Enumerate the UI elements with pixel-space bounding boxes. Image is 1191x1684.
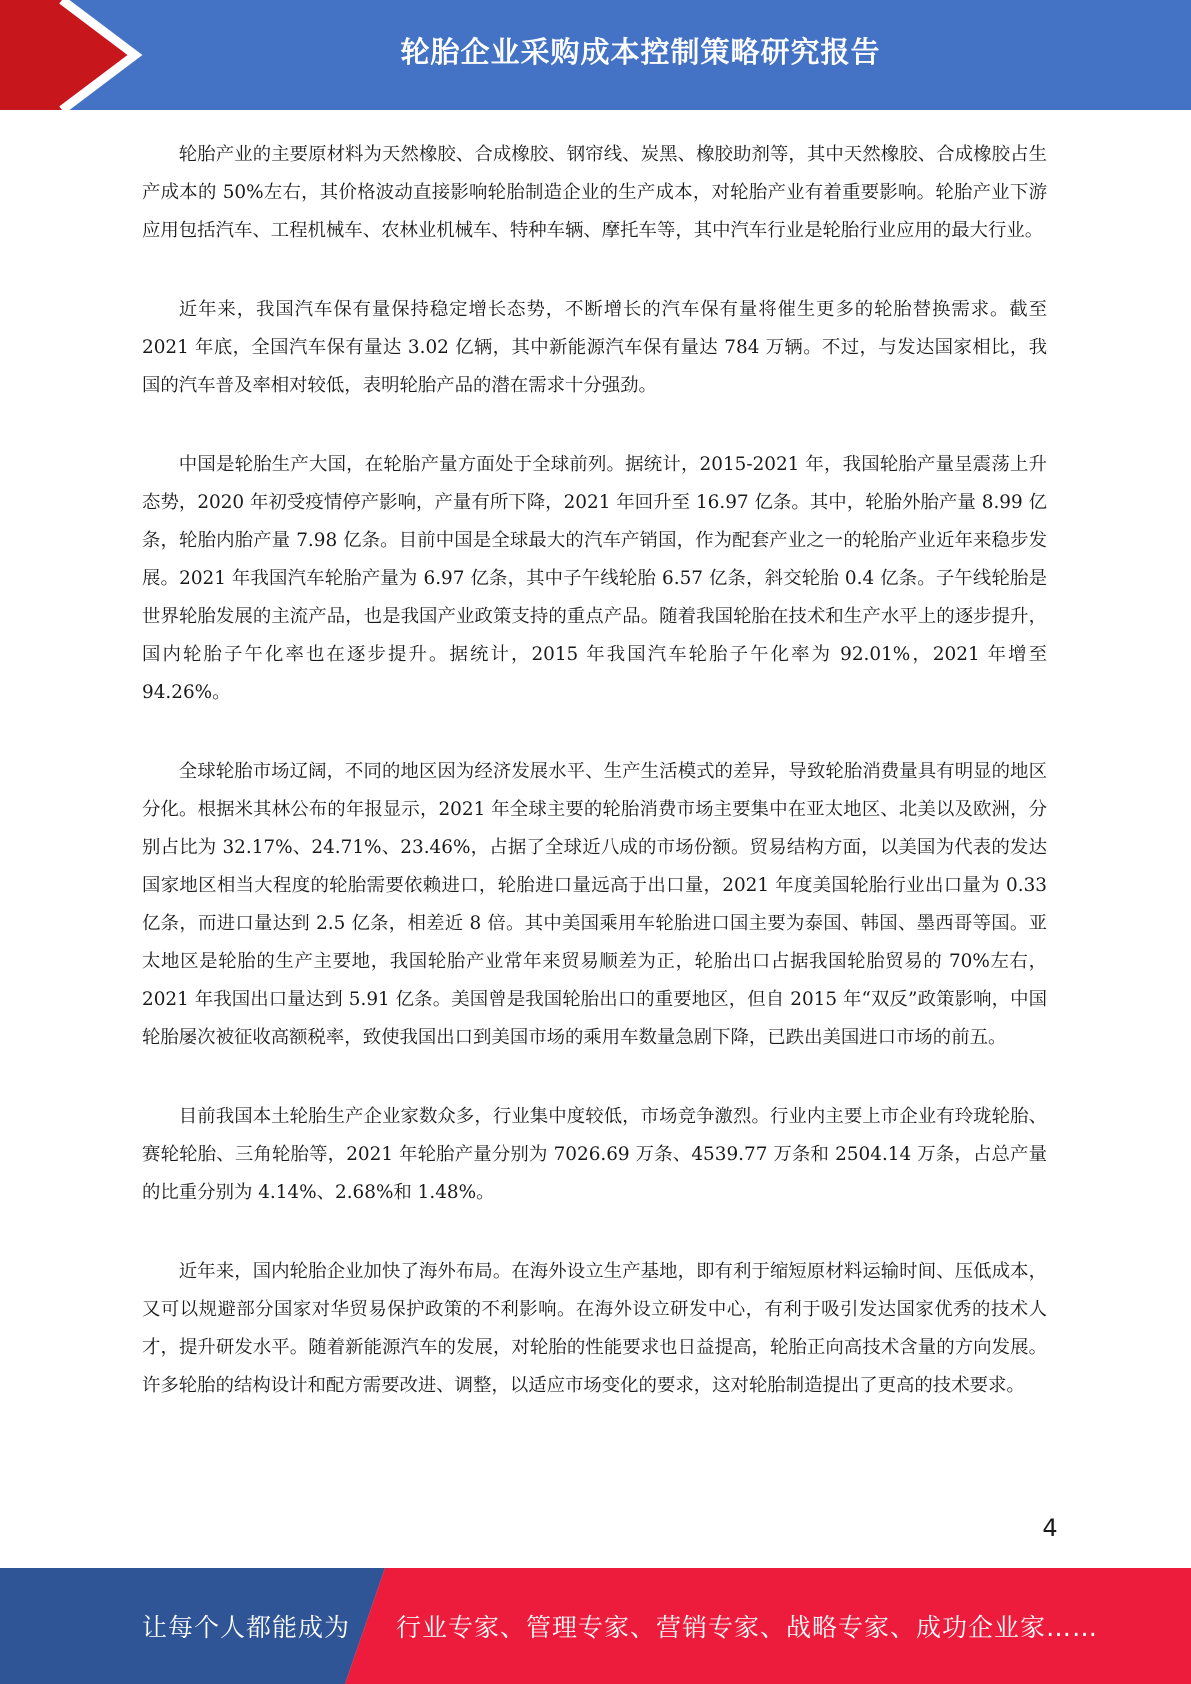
footer-slogan-right: 行业专家、管理专家、营销专家、战略专家、成功企业家…… — [396, 1613, 1099, 1642]
footer-slogan-left: 让每个人都能成为 — [142, 1613, 351, 1642]
paragraph-domestic-competition: 目前我国本土轮胎生产企业家数众多，行业集中度较低，市场竞争激烈。行业内主要上市企业有玲珑轮胎、赛轮轮胎、三角轮胎等，2021 年轮胎产量分别为 7026.69 万条、4539.77 万条和 2504.14 万条，占总产量的比重分别为 4.14%、2.68%和 1.48%。 — [142, 1106, 1047, 1203]
header-chevron-decoration — [0, 0, 160, 110]
paragraph-overseas-expansion: 近年来，国内轮胎企业加快了海外布局。在海外设立生产基地，即有利于缩短原材料运输时间、压低成本，又可以规避部分国家对华贸易保护政策的不利影响。在海外设立研发中心，有利于吸引发达国家优秀的技术人才，提升研发水平。随着新能源汽车的发展，对轮胎的性能要求也日益提高，轮胎正向高技术含量的方向发展。许多轮胎的结构设计和配方需要改进、调整，以适应市场变化的要求，这对轮胎制造提出了更高的技术要求。 — [142, 1261, 1047, 1396]
body-text — [142, 136, 1047, 1446]
report-title: 轮胎企业采购成本控制策略研究报告 — [400, 34, 881, 69]
paragraph-raw-materials: 轮胎产业的主要原材料为天然橡胶、合成橡胶、钢帘线、炭黑、橡胶助剂等，其中天然橡胶、合成橡胶占生产成本的 50%左右，其价格波动直接影响轮胎制造企业的生产成本，对轮胎产业有着重要影响。轮胎产业下游应用包括汽车、工程机械车、农林业机械车、特种车辆、摩托车等，其中汽车行业是轮胎行业应用的最大行业。 — [142, 144, 1047, 241]
footer-banner — [0, 1568, 1191, 1684]
paragraph-vehicle-ownership: 近年来，我国汽车保有量保持稳定增长态势，不断增长的汽车保有量将催生更多的轮胎替换需求。截至 2021 年底，全国汽车保有量达 3.02 亿辆，其中新能源汽车保有量达 784 万辆。不过，与发达国家相比，我国的汽车普及率相对较低，表明轮胎产品的潜在需求十分强劲。 — [142, 299, 1047, 396]
report-header — [0, 0, 1191, 110]
paragraph-global-market: 全球轮胎市场辽阔，不同的地区因为经济发展水平、生产生活模式的差异，导致轮胎消费量具有明显的地区分化。根据米其林公布的年报显示，2021 年全球主要的轮胎消费市场主要集中在亚太地区、北美以及欧洲，分别占比为 32.17%、24.71%、23.46%，占据了全球近八成的市场份额。贸易结构方面，以美国为代表的发达国家地区相当大程度的轮胎需要依赖进口，轮胎进口量远高于出口量，2021 年度美国轮胎行业出口量为 0.33 亿条，而进口量达到 2.5 亿条，相差近 8 倍。其中美国乘用车轮胎进口国主要为泰国、韩国、墨西哥等国。亚太地区是轮胎的生产主要地，我国轮胎产业常年来贸易顺差为正，轮胎出口占据我国轮胎贸易的 70%左右，2021 年我国出口量达到 5.91 亿条。美国曾是我国轮胎出口的重要地区，但自 2015 年“双反”政策影响，中国轮胎屡次被征收高额税率，致使我国出口到美国市场的乘用车数量急剧下降，已跌出美国进口市场的前五。 — [142, 761, 1047, 1048]
page-number: 4 — [1042, 1514, 1058, 1542]
paragraph-tire-production: 中国是轮胎生产大国，在轮胎产量方面处于全球前列。据统计，2015-2021 年，我国轮胎产量呈震荡上升态势，2020 年初受疫情停产影响，产量有所下降，2021 年回升至 16.97 亿条。其中，轮胎外胎产量 8.99 亿条，轮胎内胎产量 7.98 亿条。目前中国是全球最大的汽车产销国，作为配套产业之一的轮胎产业近年来稳步发展。2021 年我国汽车轮胎产量为 6.97 亿条，其中子午线轮胎 6.57 亿条，斜交轮胎 0.4 亿条。子午线轮胎是世界轮胎发展的主流产品，也是我国产业政策支持的重点产品。随着我国轮胎在技术和生产水平上的逐步提升，国内轮胎子午化率也在逐步提升。据统计，2015 年我国汽车轮胎子午化率为 92.01%，2021 年增至 94.26%。 — [142, 454, 1047, 703]
